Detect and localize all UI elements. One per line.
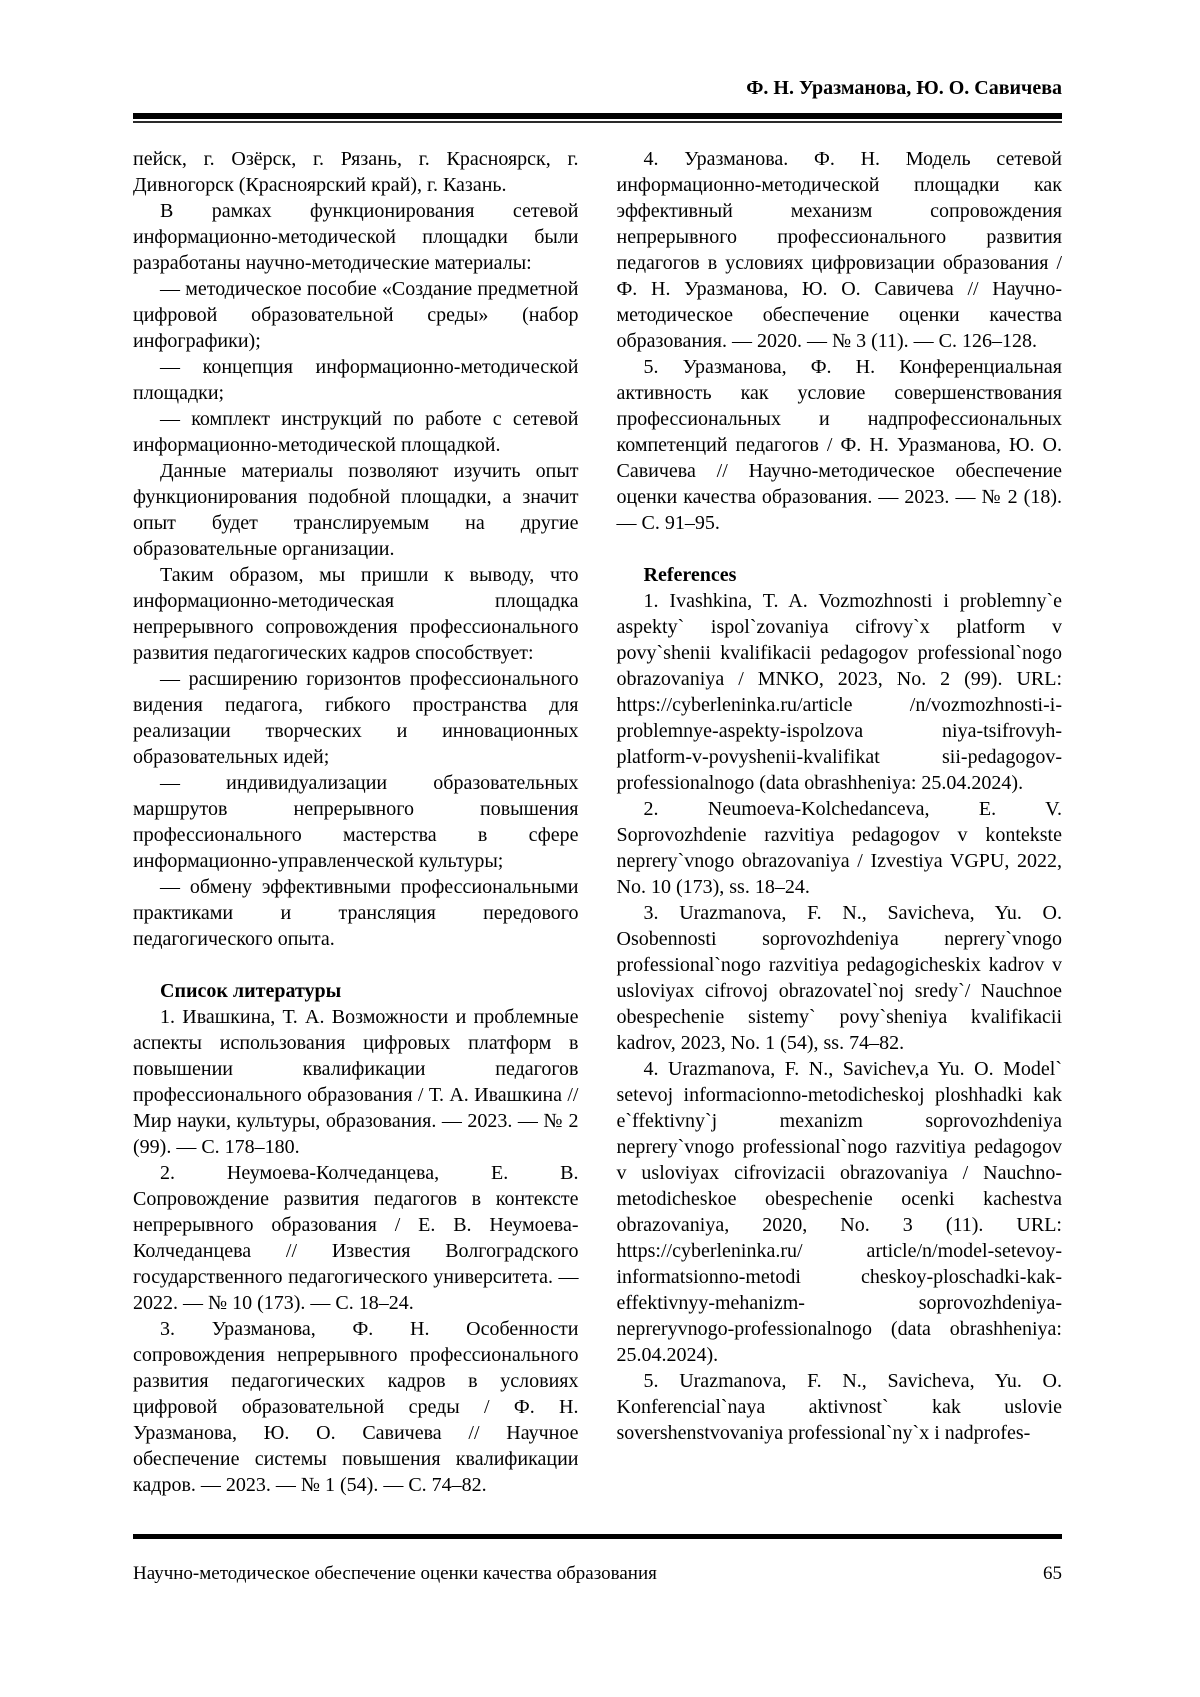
header-rule-thin xyxy=(133,121,1062,123)
header-rule-thick xyxy=(133,113,1062,119)
page-body xyxy=(133,146,1062,1498)
list-item-paragraph: — расширению горизонтов профессионального видения педагога, гибкого пространства для реализации творческих и инновационных образовательных идей; xyxy=(133,668,579,768)
header-authors: Ф. Н. Уразманова, Ю. О. Савичева xyxy=(746,77,1062,99)
reference-item: 4. Уразманова. Ф. Н. Модель сетевой информационно-методической площадки как эффективный механизм сопровождения непрерывного профессионального развития педагогов в условиях цифровизации образования / Ф. Н. Уразманова, Ю. О. Савичева // Научно-методическое обеспечение оценки качества образования. — 2020. — № 3 (11). — С. 126–128. xyxy=(616,148,1062,352)
reference-item: 3. Urazmanova, F. N., Savicheva, Yu. O. Osobennosti soprovozhdeniya neprery`vnogo professional`nogo razvitiya pedagogicheskix kadrov v usloviyax cifrovoj obrazovatel`noj sredy`/ Nauchnoe obespechenie sistemy` povy`sheniya kvalifikacii kadrov, 2023, No. 1 (54), ss. 74–82. xyxy=(616,902,1062,1054)
reference-item: 5. Уразманова, Ф. Н. Конференциальная активность как условие совершенствования профессиональных и надпрофессиональных компетенций педагогов / Ф. Н. Уразманова, Ю. О. Савичева // Научно-методическое обеспечение оценки качества образования. — 2023. — № 2 (18). — С. 91–95. xyxy=(616,356,1062,534)
reference-item: 3. Уразманова, Ф. Н. Особенности сопровождения непрерывного профессионального развития педагогических кадров в условиях цифровой образовательной среды / Ф. Н. Уразманова, Ю. О. Савичева // Научное обеспечение системы повышения квалификации кадров. — 2023. — № 1 (54). — С. 74–82. xyxy=(133,1318,579,1496)
paragraph: Таким образом, мы пришли к выводу, что информационно-методическая площадка непрерывного сопровождения профессионального развития педагогических кадров способствует: xyxy=(133,564,579,664)
list-item-paragraph: — комплект инструкций по работе с сетевой информационно-методической площадкой. xyxy=(133,408,579,456)
list-item-paragraph: — методическое пособие «Создание предметной цифровой образовательной среды» (набор инфографики); xyxy=(133,278,579,352)
page-footer xyxy=(133,1562,1062,1586)
reference-item: 5. Urazmanova, F. N., Savicheva, Yu. O. Konferencial`naya aktivnost` kak uslovie sovershenstvovaniya professional`ny`x i nadprofes- xyxy=(616,1370,1062,1444)
section-heading-bibliography: Список литературы xyxy=(160,980,342,1002)
right-column xyxy=(617,146,1063,1498)
page-number: 65 xyxy=(1043,1563,1062,1584)
reference-item: 2. Неумоева-Колчеданцева, Е. В. Сопровождение развития педагогов в контексте непрерывного образования / Е. В. Неумоева-Колчеданцева // Известия Волгоградского государственного педагогического университета. — 2022. — № 10 (173). — С. 18–24. xyxy=(133,1162,579,1314)
reference-item: 1. Ivashkina, T. A. Vozmozhnosti i problemny`e aspekty` ispol`zovaniya cifrovy`x platform v povy`shenii kvalifikacii pedagogov professional`nogo obrazovaniya / MNKO, 2023, No. 2 (99). URL: https://cyberleninka.ru/article /n/vozmozhnosti-i-problemnye-aspekty-ispolzova niya-tsifrovyh-platform-v-povyshenii-kvalifikat sii-pedagogov-professionalnogo (data obrashheniya: 25.04.2024). xyxy=(616,590,1062,794)
reference-item: 2. Neumoeva-Kolchedanceva, E. V. Soprovozhdenie razvitiya pedagogov v kontekste neprery`vnogo obrazovaniya / Izvestiya VGPU, 2022, No. 10 (173), ss. 18–24. xyxy=(616,798,1062,898)
paragraph: В рамках функционирования сетевой информационно-методической площадки были разработаны научно-методические материалы: xyxy=(133,200,579,274)
footer-rule xyxy=(133,1534,1062,1539)
left-column xyxy=(133,146,579,1498)
footer-journal-title: Научно-методическое обеспечение оценки качества образования xyxy=(133,1563,657,1584)
list-item-paragraph: — концепция информационно-методической площадки; xyxy=(133,356,579,404)
running-head xyxy=(133,76,1062,100)
reference-item: 4. Urazmanova, F. N., Savichev,a Yu. O. Model` setevoj informacionno-metodicheskoj ploshhadki kak e`ffektivny`j mexanizm soprovozhdeniya neprery`vnogo professional`nogo razvitiya pedagogov v usloviyax cifrovizacii obrazovaniya / Nauchno-metodicheskoe obespechenie ocenki kachestva obrazovaniya, 2020, No. 3 (11). URL: https://cyberleninka.ru/ article/n/model-setevoy-informatsionno-metodi cheskoy-ploschadki-kak-effektivnyy-mehanizm- soprovozhdeniya-nepreryvnogo-professionalnogo (data obrashheniya: 25.04.2024). xyxy=(616,1058,1062,1366)
section-heading-references: References xyxy=(643,564,737,586)
reference-item: 1. Ивашкина, Т. А. Возможности и проблемные аспекты использования цифровых платформ в повышении квалификации педагогов профессионального образования / Т. А. Ивашкина // Мир науки, культуры, образования. — 2023. — № 2 (99). — С. 178–180. xyxy=(133,1006,579,1158)
list-item-paragraph: — индивидуализации образовательных маршрутов непрерывного повышения профессионального мастерства в сфере информационно-управленческой культуры; xyxy=(133,772,579,872)
paragraph: пейск, г. Озёрск, г. Рязань, г. Красноярск, г. Дивногорск (Красноярский край), г. Казань. xyxy=(133,148,579,196)
paragraph: Данные материалы позволяют изучить опыт функционирования подобной площадки, а значит опыт будет транслируемым на другие образовательные организации. xyxy=(133,460,579,560)
list-item-paragraph: — обмену эффективными профессиональными практиками и трансляция передового педагогического опыта. xyxy=(133,876,579,950)
